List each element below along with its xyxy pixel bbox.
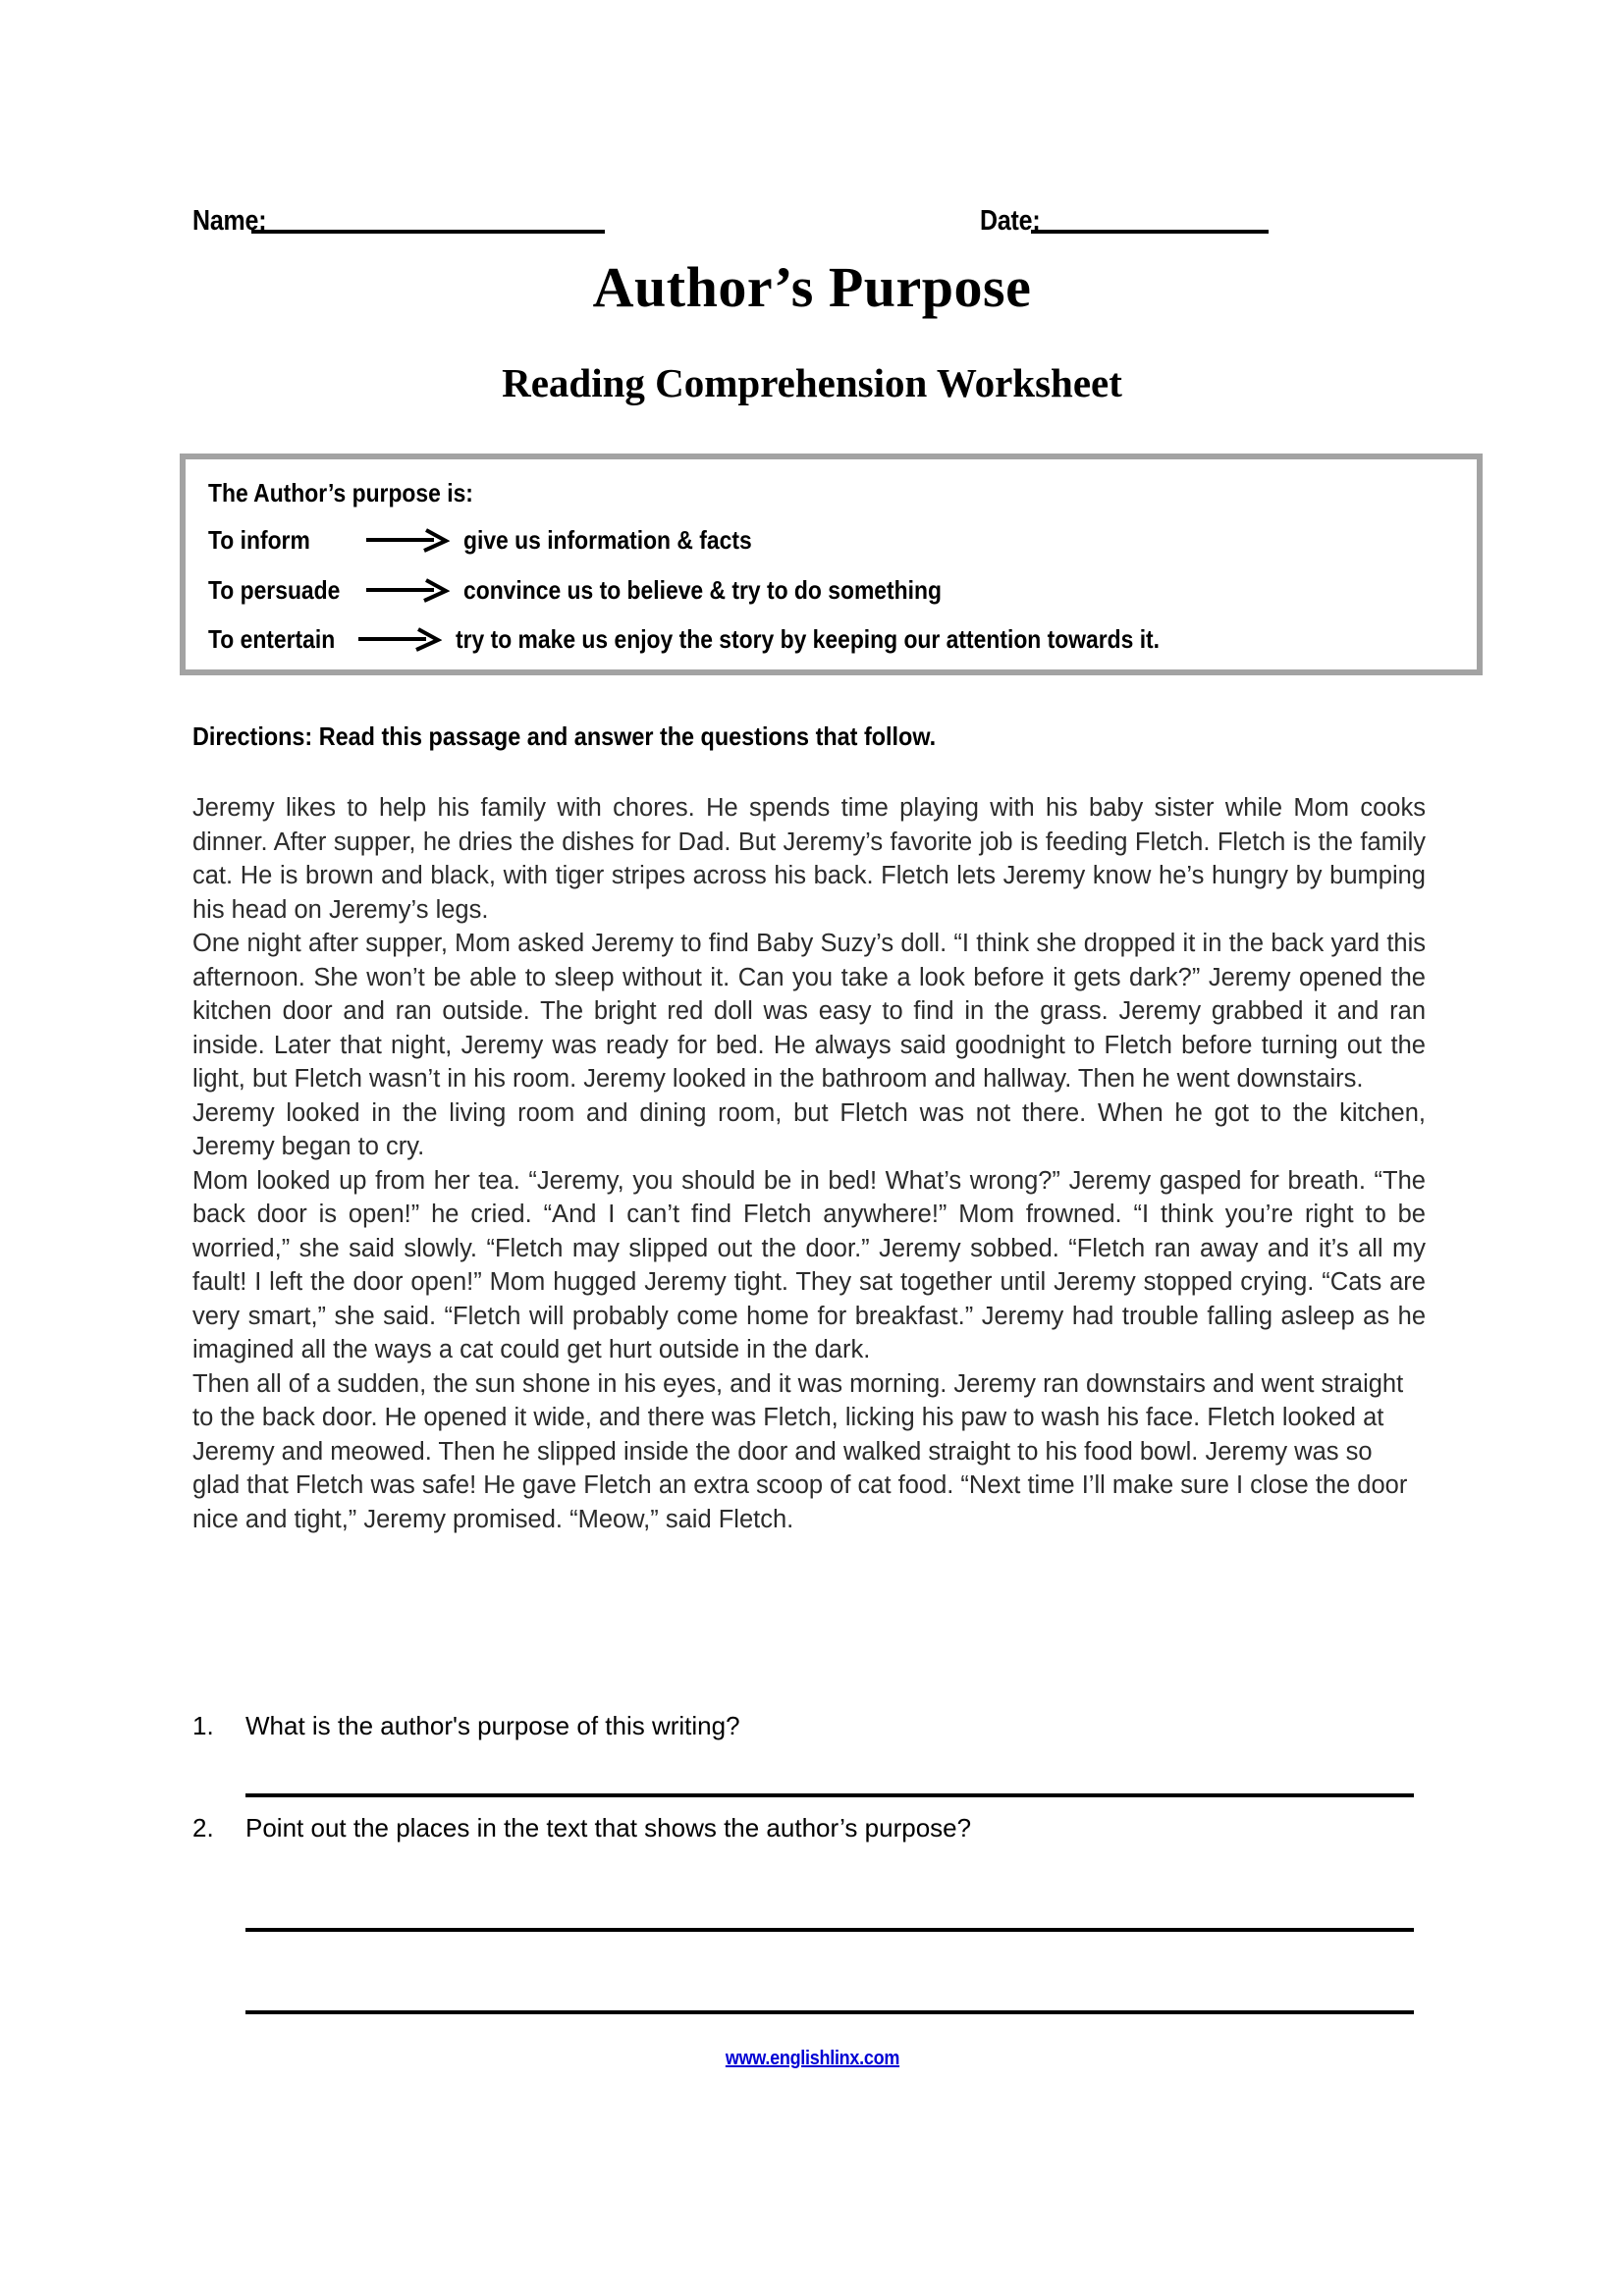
answer-line-q2-b[interactable] xyxy=(245,2010,1414,2014)
purpose-description: give us information & facts xyxy=(463,525,752,555)
name-field-group xyxy=(192,192,605,238)
footer xyxy=(0,2048,1624,2070)
worksheet-subtitle: Reading Comprehension Worksheet xyxy=(502,360,1122,405)
authors-purpose-box xyxy=(180,454,1483,675)
date-field-group xyxy=(980,192,1269,238)
purpose-description: convince us to believe & try to do something xyxy=(463,575,942,605)
purpose-row-entertain xyxy=(208,623,1256,655)
name-label: Name: xyxy=(192,205,267,237)
directions-text: Directions: Read this passage and answer the questions that follow. xyxy=(192,721,937,751)
right-arrow-icon xyxy=(365,577,450,603)
purpose-description: try to make us enjoy the story by keeping our attention towards it. xyxy=(456,624,1161,654)
passage-paragraph: Mom looked up from her tea. “Jeremy, you should be in bed! What’s wrong?” Jeremy gasped for breath. “The back door is open!” he cried. “And I can’t find Fletch anywhere!” Mom frowned. “I think you’re right to be worried,” she said slowly. “Fletch may slipped out the door.” Jeremy sobbed. “Fletch ran away and it’s all my fault! I left the door open!” Mom hugged Jeremy tight. They sat together until Jeremy stopped crying. “Cats are very smart,” she said. “Fletch will probably come home for breakfast.” Jeremy had trouble falling asleep as he imagined all the ways a cat could get hurt outside in the dark. xyxy=(192,1166,1426,1363)
purpose-box-heading: The Author’s purpose is: xyxy=(208,478,473,507)
purpose-term: To entertain xyxy=(208,624,336,654)
question-number: 1. xyxy=(192,1711,214,1740)
question-text: Point out the places in the text that shows the author’s purpose? xyxy=(245,1813,972,1842)
passage-paragraph: Jeremy likes to help his family with chores. He spends time playing with his baby sister while Mom cooks dinner. After supper, he dries the dishes for Dad. But Jeremy’s favorite job is feeding Fletch. Fletch is the family cat. He is brown and black, with tiger stripes across his back. Fletch lets Jeremy know he’s hungry by bumping his head on Jeremy’s legs. xyxy=(192,794,1426,924)
name-write-line[interactable] xyxy=(251,230,605,234)
right-arrow-icon xyxy=(357,626,442,652)
purpose-term: To inform xyxy=(208,525,310,555)
purpose-row-inform xyxy=(208,524,791,556)
right-arrow-icon xyxy=(365,527,450,553)
authors-purpose-box-inner xyxy=(186,459,1477,669)
answer-line-q1[interactable] xyxy=(245,1793,1414,1797)
website-link[interactable]: www.englishlinx.com xyxy=(725,2048,899,2069)
question-item-1 xyxy=(192,1710,1426,1741)
date-label: Date: xyxy=(980,205,1041,237)
passage-paragraph: Jeremy looked in the living room and dining room, but Fletch was not there. When he got to the kitchen, Jeremy began to cry. xyxy=(192,1098,1426,1160)
worksheet-title: Author’s Purpose xyxy=(592,255,1032,319)
purpose-term: To persuade xyxy=(208,575,341,605)
question-item-2 xyxy=(192,1812,1426,1843)
date-write-line[interactable] xyxy=(1031,230,1269,234)
question-number: 2. xyxy=(192,1813,214,1842)
answer-line-q2-a[interactable] xyxy=(245,1928,1414,1932)
passage-paragraph: One night after supper, Mom asked Jeremy to find Baby Suzy’s doll. “I think she dropped it in the back yard this afternoon. She won’t be able to sleep without it. Can you take a look before it gets dark?” Jeremy opened the kitchen door and ran outside. The bright red doll was easy to find in the grass. Jeremy grabbed it and ran inside. Later that night, Jeremy was ready for bed. He always said goodnight to Fletch before turning out the light, but Fletch wasn’t in his room. Jeremy looked in the bathroom and hallway. Then he went downstairs. xyxy=(192,930,1426,1093)
purpose-row-persuade xyxy=(208,574,1006,606)
name-date-row xyxy=(192,192,1430,238)
question-text: What is the author's purpose of this writing? xyxy=(245,1711,740,1740)
reading-passage xyxy=(192,791,1426,1536)
passage-paragraph: Then all of a sudden, the sun shone in his eyes, and it was morning. Jeremy ran downstairs and went straight to the back door. He opened it wide, and there was Fletch, licking his paw to wash his face. Fletch looked at Jeremy and meowed. Then he slipped inside the door and walked straight to his food bowl. Jeremy was so glad that Fletch was safe! He gave Fletch an extra scoop of cat food. “Next time I’ll make sure I close the door nice and tight,” Jeremy promised. “Meow,” said Fletch. xyxy=(192,1369,1408,1533)
